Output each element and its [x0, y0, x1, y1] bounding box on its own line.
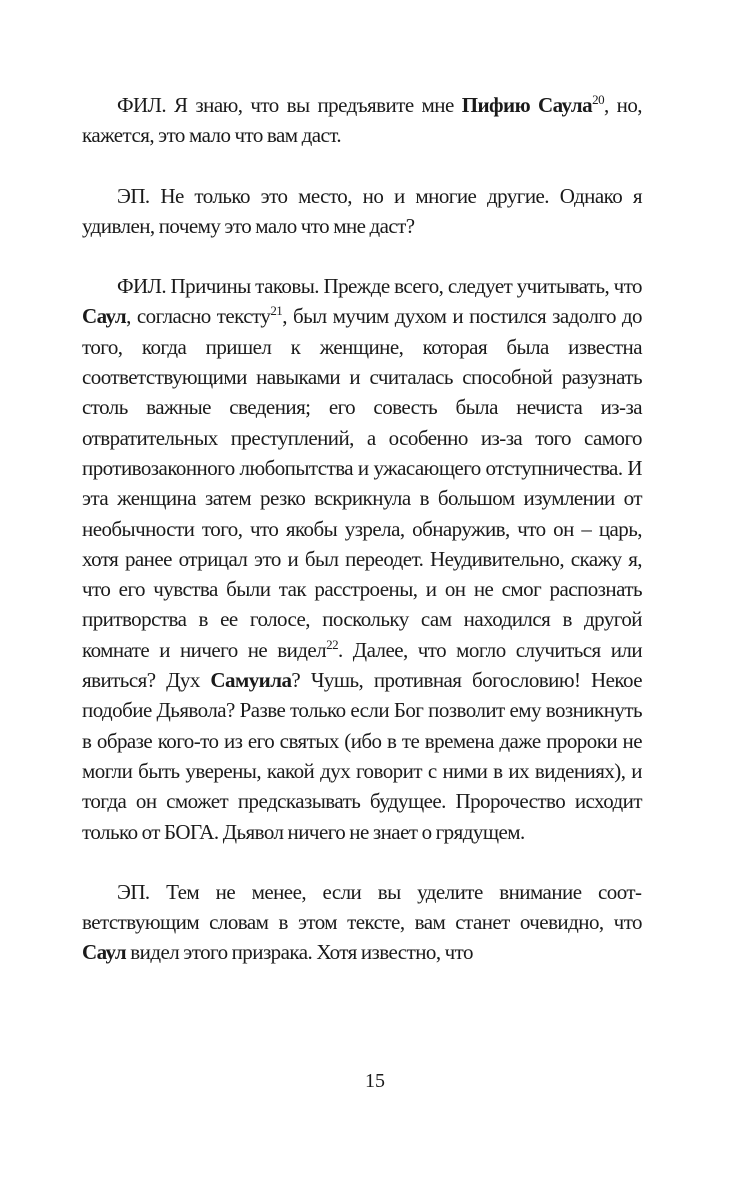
text-segment: ЭП. Не только это место, но и многие другие. Однако я удивлен, почему это мало что мне даст?	[82, 183, 642, 238]
page-number: 15	[365, 1070, 385, 1092]
bold-name-pythia-saul: Пифию Саула	[461, 93, 593, 117]
paragraph-3	[82, 271, 642, 847]
paragraph-2	[82, 181, 642, 242]
text-segment: , был мучим духом и постился задолго до того, когда пришел к женщине, которая была известна соответствующими навыками и считалась способной разузнать столь важные сведения; его совесть была нечиста из-за отвратительных преступлений, а особенно из-за того самого противозаконного любопытства и ужасающего отступничества. И эта женщина затем резко вскрикнула в большом изумлении от необычности того, что якобы узрела, обнаружив, что он – царь, хотя ранее отрицал это и был переодет. Неудивительно, скажу я, что его чувства были так расстроены, и он не смог распознать притворства в ее голосе, поскольку сам находился в другой комнате и ничего не видел	[82, 304, 643, 662]
text-segment: видел этого призрака. Хотя известно, что	[126, 940, 473, 965]
page-body	[82, 90, 642, 998]
text-segment: , но, кажется, это мало что вам даст.	[82, 93, 643, 148]
text-segment: , согласно тексту	[126, 304, 271, 329]
text-segment: ? Чушь, противная богословию! Некое подобие Дьявола? Разве только если Бог позволит ему возникнуть в образе кого-то из его святых (ибо в те времена даже пророки не могли быть уверены, какой дух говорит с ними в их видениях), и тогда он сможет предсказывать будущее. Пророчество исходит только от БОГА. Дьявол ничего не знает о грядущем.	[82, 668, 642, 844]
text-segment: ФИЛ. Я знаю, что вы предъявите мне	[117, 93, 462, 117]
text-segment: . Далее, что могло случиться или явиться? Дух	[82, 637, 643, 693]
text-segment: ФИЛ. Причины таковы. Прежде всего, следует учитывать, что	[117, 274, 642, 299]
text-segment: ЭП. Тем не менее, если вы уделите внимание соответствующим словам в этом тексте, вам станет очевидно, что	[82, 879, 642, 935]
bold-name-saul: Саул	[82, 940, 127, 965]
paragraph-4	[82, 877, 642, 968]
footnote-ref-22[interactable]: 22	[326, 636, 339, 652]
footnote-ref-20[interactable]: 20	[592, 92, 605, 107]
footnote-ref-21[interactable]: 21	[270, 303, 283, 319]
paragraph-1	[82, 90, 642, 151]
bold-name-samuel: Самуила	[210, 668, 292, 693]
bold-name-saul: Саул	[82, 304, 127, 329]
